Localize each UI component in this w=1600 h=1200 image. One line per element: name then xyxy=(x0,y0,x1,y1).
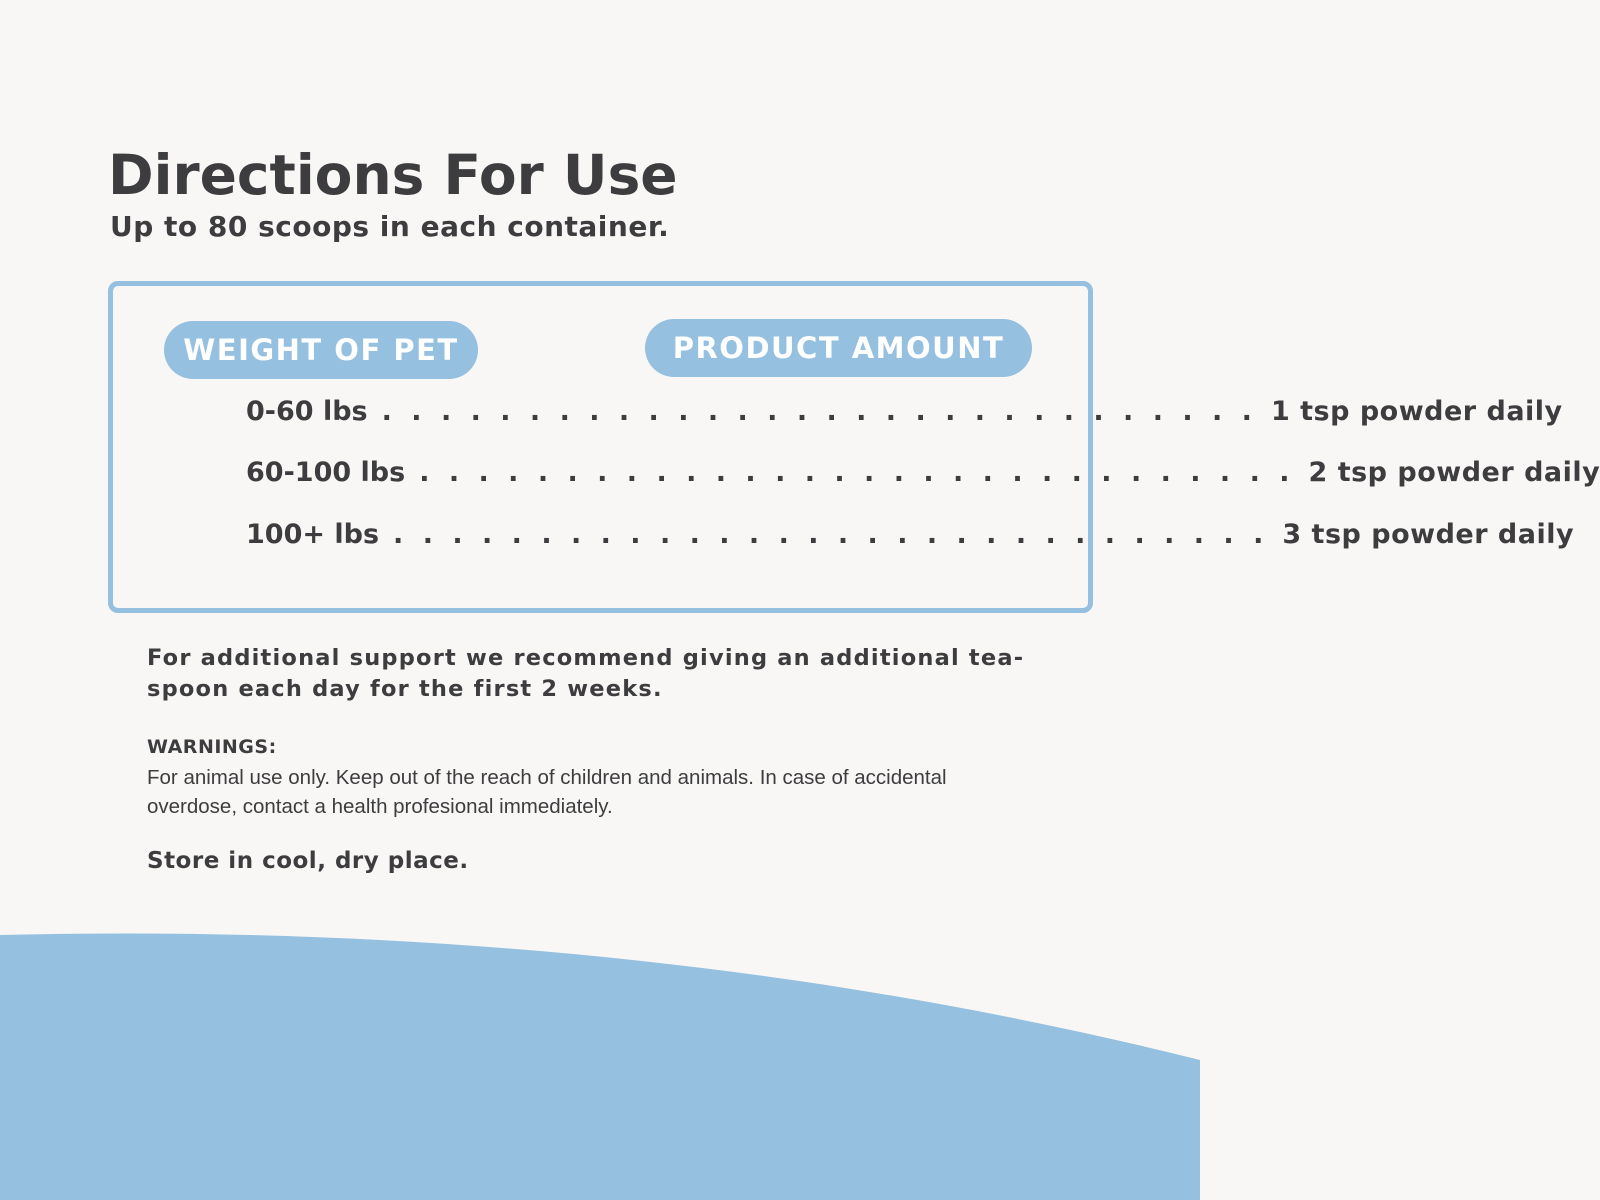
storage-instructions: Store in cool, dry place. xyxy=(147,848,469,874)
warnings-text: For animal use only. Keep out of the reach of children and animals. In case of accidental overdose, contact a health profesional immediately. xyxy=(147,766,947,818)
amount-column-header: PRODUCT AMOUNT xyxy=(645,319,1032,377)
dosage-row xyxy=(246,453,1600,493)
weight-column-header: WEIGHT OF PET xyxy=(164,321,478,379)
dosage-row-amount: 2 tsp powder daily xyxy=(1308,457,1600,488)
dosage-row-amount: 1 tsp powder daily xyxy=(1270,396,1563,427)
page-subtitle: Up to 80 scoops in each container. xyxy=(110,210,670,243)
dosage-row-weight: 0-60 lbs xyxy=(246,396,368,427)
warnings-heading: WARNINGS: xyxy=(147,736,277,758)
page-title: Directions For Use xyxy=(108,143,678,207)
dosage-row xyxy=(246,392,1563,432)
dosage-row xyxy=(246,515,1575,555)
dosage-row-amount: 3 tsp powder daily xyxy=(1282,519,1575,550)
dosage-row-weight: 60-100 lbs xyxy=(246,457,406,488)
dot-leader: . . . . . . . . . . . . . . . . . . . . . . . . . . . . . . xyxy=(419,457,1295,488)
dot-leader: . . . . . . . . . . . . . . . . . . . . . . . . . . . . . . xyxy=(393,519,1269,550)
dosage-row-weight: 100+ lbs xyxy=(246,519,380,550)
decorative-wave xyxy=(0,930,1200,1200)
additional-support-note: For additional support we recommend giving an additional tea-spoon each day for the first 2 weeks. xyxy=(147,645,1025,702)
dot-leader: . . . . . . . . . . . . . . . . . . . . . . . . . . . . . . xyxy=(381,396,1257,427)
